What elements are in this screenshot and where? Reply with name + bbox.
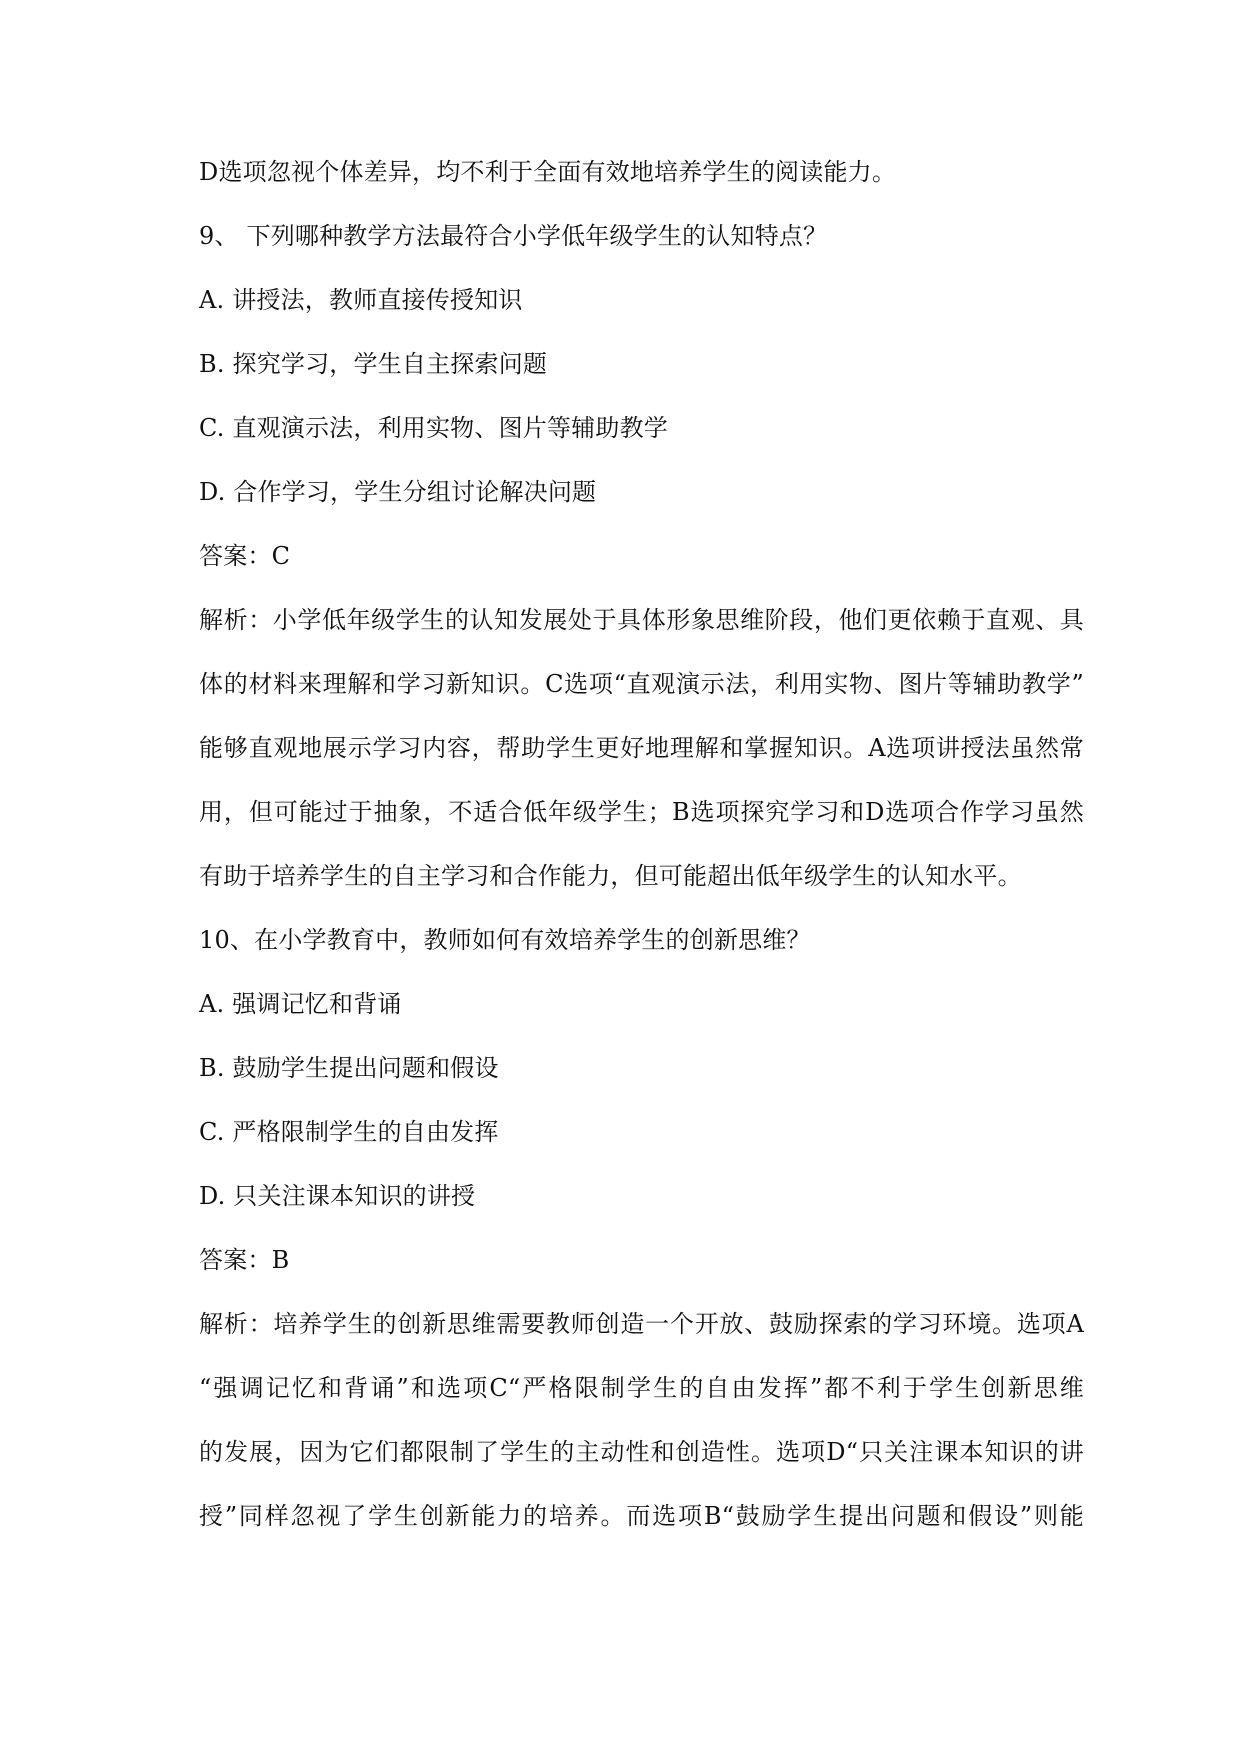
question-9-answer: 答案：C [199,542,291,570]
question-9-stem: 9、 下列哪种教学方法最符合小学低年级学生的认知特点？ [199,222,828,250]
question-9-explanation-line: 体的材料来理解和学习新知识。C选项“直观演示法，利用实物、图片等辅助教学” [199,670,1084,698]
question-9-option-c: C. 直观演示法，利用实物、图片等辅助教学 [199,414,668,442]
question-9-explanation-line: 解析：小学低年级学生的认知发展处于具体形象思维阶段，他们更依赖于直观、具 [199,606,1084,634]
question-10-answer: 答案：B [199,1246,290,1274]
question-10-explanation-line: “强调记忆和背诵”和选项C“严格限制学生的自由发挥”都不利于学生创新思维 [199,1374,1084,1402]
question-10-option-b: B. 鼓励学生提出问题和假设 [199,1054,499,1082]
paragraph-line: D选项忽视个体差异，均不利于全面有效地培养学生的阅读能力。 [199,158,897,186]
question-10-stem: 10、在小学教育中，教师如何有效培养学生的创新思维？ [199,926,811,954]
question-10-explanation-line: 授”同样忽视了学生创新能力的培养。而选项B“鼓励学生提出问题和假设”则能 [199,1502,1084,1530]
question-9-option-a: A. 讲授法，教师直接传授知识 [199,286,523,314]
question-10-option-d: D. 只关注课本知识的讲授 [199,1182,476,1210]
question-10-explanation-line: 解析：培养学生的创新思维需要教师创造一个开放、鼓励探索的学习环境。选项A [199,1310,1084,1338]
question-9-option-d: D. 合作学习，学生分组讨论解决问题 [199,478,597,506]
question-9-explanation-line: 有助于培养学生的自主学习和合作能力，但可能超出低年级学生的认知水平。 [199,862,1022,890]
question-10-explanation-line: 的发展，因为它们都限制了学生的主动性和创造性。选项D“只关注课本知识的讲 [199,1438,1084,1466]
question-9-explanation-line: 能够直观地展示学习内容，帮助学生更好地理解和掌握知识。A选项讲授法虽然常 [199,734,1084,762]
question-9-explanation-line: 用，但可能过于抽象，不适合低年级学生；B选项探究学习和D选项合作学习虽然 [199,798,1084,826]
document-body [199,140,1084,1548]
question-9-option-b: B. 探究学习，学生自主探索问题 [199,350,548,378]
question-10-option-c: C. 严格限制学生的自由发挥 [199,1118,499,1146]
question-10-option-a: A. 强调记忆和背诵 [199,990,402,1018]
